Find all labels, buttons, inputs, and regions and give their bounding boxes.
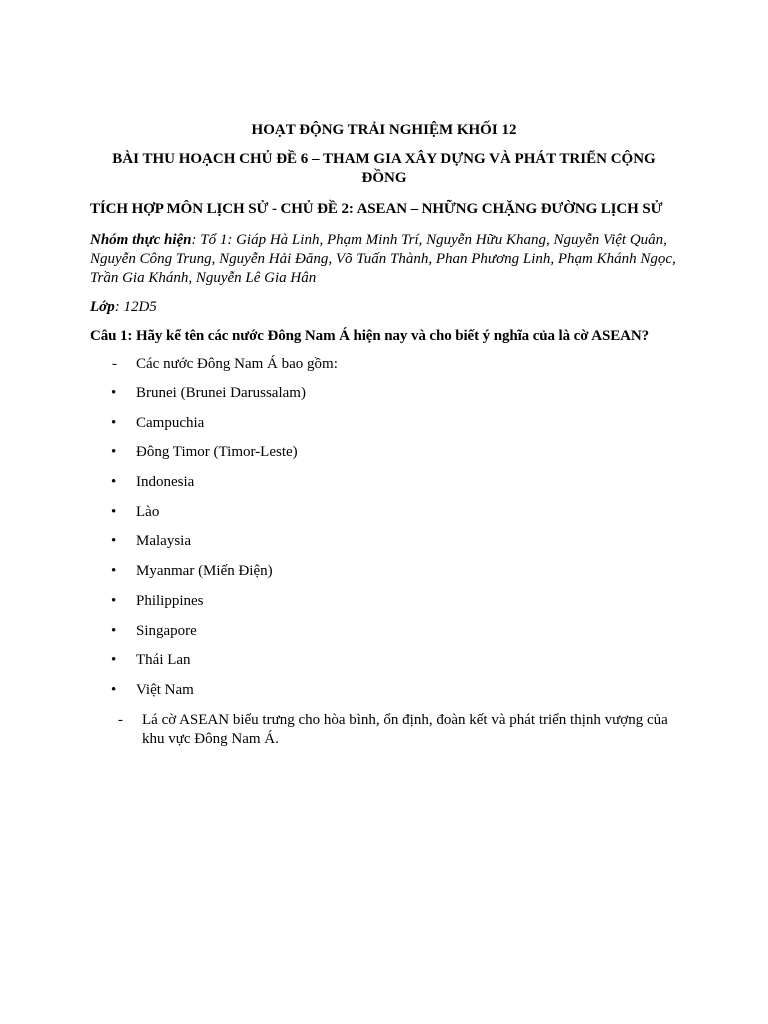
country-name: Myanmar (Miến Điện)	[136, 563, 273, 580]
bullet-marker: •	[111, 474, 117, 491]
bullet-marker: •	[111, 385, 117, 401]
list-item	[90, 592, 678, 611]
list-item	[90, 681, 678, 700]
list-item	[90, 651, 678, 670]
list-item	[90, 622, 678, 641]
country-name: Campuchia	[136, 414, 205, 431]
document-page	[90, 121, 678, 749]
class-label: Lớp	[90, 299, 115, 315]
group-label: Nhóm thực hiện	[90, 232, 192, 248]
title-line-1: HOẠT ĐỘNG TRẢI NGHIỆM KHỐI 12	[251, 122, 517, 138]
country-name: Singapore	[136, 622, 197, 639]
bullet-marker: •	[111, 622, 117, 639]
list-item	[90, 384, 678, 403]
list-item	[90, 532, 678, 551]
country-name: Brunei (Brunei Darussalam)	[136, 385, 306, 401]
country-name: Thái Lan	[136, 652, 191, 669]
dash-marker: -	[118, 711, 123, 728]
class-paragraph	[90, 298, 678, 317]
dash-marker: -	[112, 356, 117, 372]
group-members: : Tổ 1: Giáp Hà Linh, Phạm Minh Trí, Nguyễn Hữu Khang, Nguyễn Việt Quân, Nguyễn Công Trung, Nguyễn Hải Đăng, Võ Tuấn Thành, Phan Phương Linh, Phạm Khánh Ngọc, Trần Gia Khánh, Nguyễn Lê Gia Hân	[90, 232, 676, 286]
flag-meaning-item	[90, 711, 678, 749]
group-members-paragraph	[90, 231, 678, 288]
country-name: Việt Nam	[136, 681, 194, 698]
country-name: Đông Timor (Timor-Leste)	[136, 444, 298, 461]
country-name: Lào	[136, 503, 160, 520]
title-line-2: BÀI THU HOẠCH CHỦ ĐỀ 6 – THAM GIA XÂY DỰNG VÀ PHÁT TRIỂN CỘNG ĐỒNG	[112, 151, 656, 186]
bullet-marker: •	[111, 414, 117, 431]
bullet-marker: •	[111, 444, 117, 461]
country-name: Indonesia	[136, 474, 195, 491]
bullet-marker: •	[111, 652, 117, 669]
country-name: Malaysia	[136, 533, 191, 550]
list-item	[90, 414, 678, 433]
country-list	[90, 384, 678, 700]
bullet-marker: •	[111, 592, 117, 609]
question-1: Câu 1: Hãy kể tên các nước Đông Nam Á hiện nay và cho biết ý nghĩa của là cờ ASEAN?	[90, 328, 650, 344]
class-value: : 12D5	[114, 299, 157, 315]
list-item	[90, 562, 678, 581]
list-item	[90, 443, 678, 462]
countries-intro: Các nước Đông Nam Á bao gồm:	[136, 356, 338, 372]
bullet-marker: •	[111, 503, 117, 520]
flag-meaning: Lá cờ ASEAN biểu trưng cho hòa bình, ổn định, đoàn kết và phát triển thịnh vượng của khu vực Đông Nam Á.	[142, 711, 668, 747]
bullet-marker: •	[111, 533, 117, 550]
bullet-marker: •	[111, 563, 117, 580]
country-name: Philippines	[136, 592, 204, 609]
list-item	[90, 473, 678, 492]
countries-intro-item	[90, 355, 678, 374]
list-item	[90, 503, 678, 522]
title-line-3: TÍCH HỢP MÔN LỊCH SỬ - CHỦ ĐỀ 2: ASEAN – NHỮNG CHẶNG ĐƯỜNG LỊCH SỬ	[90, 201, 663, 217]
bullet-marker: •	[111, 681, 117, 698]
